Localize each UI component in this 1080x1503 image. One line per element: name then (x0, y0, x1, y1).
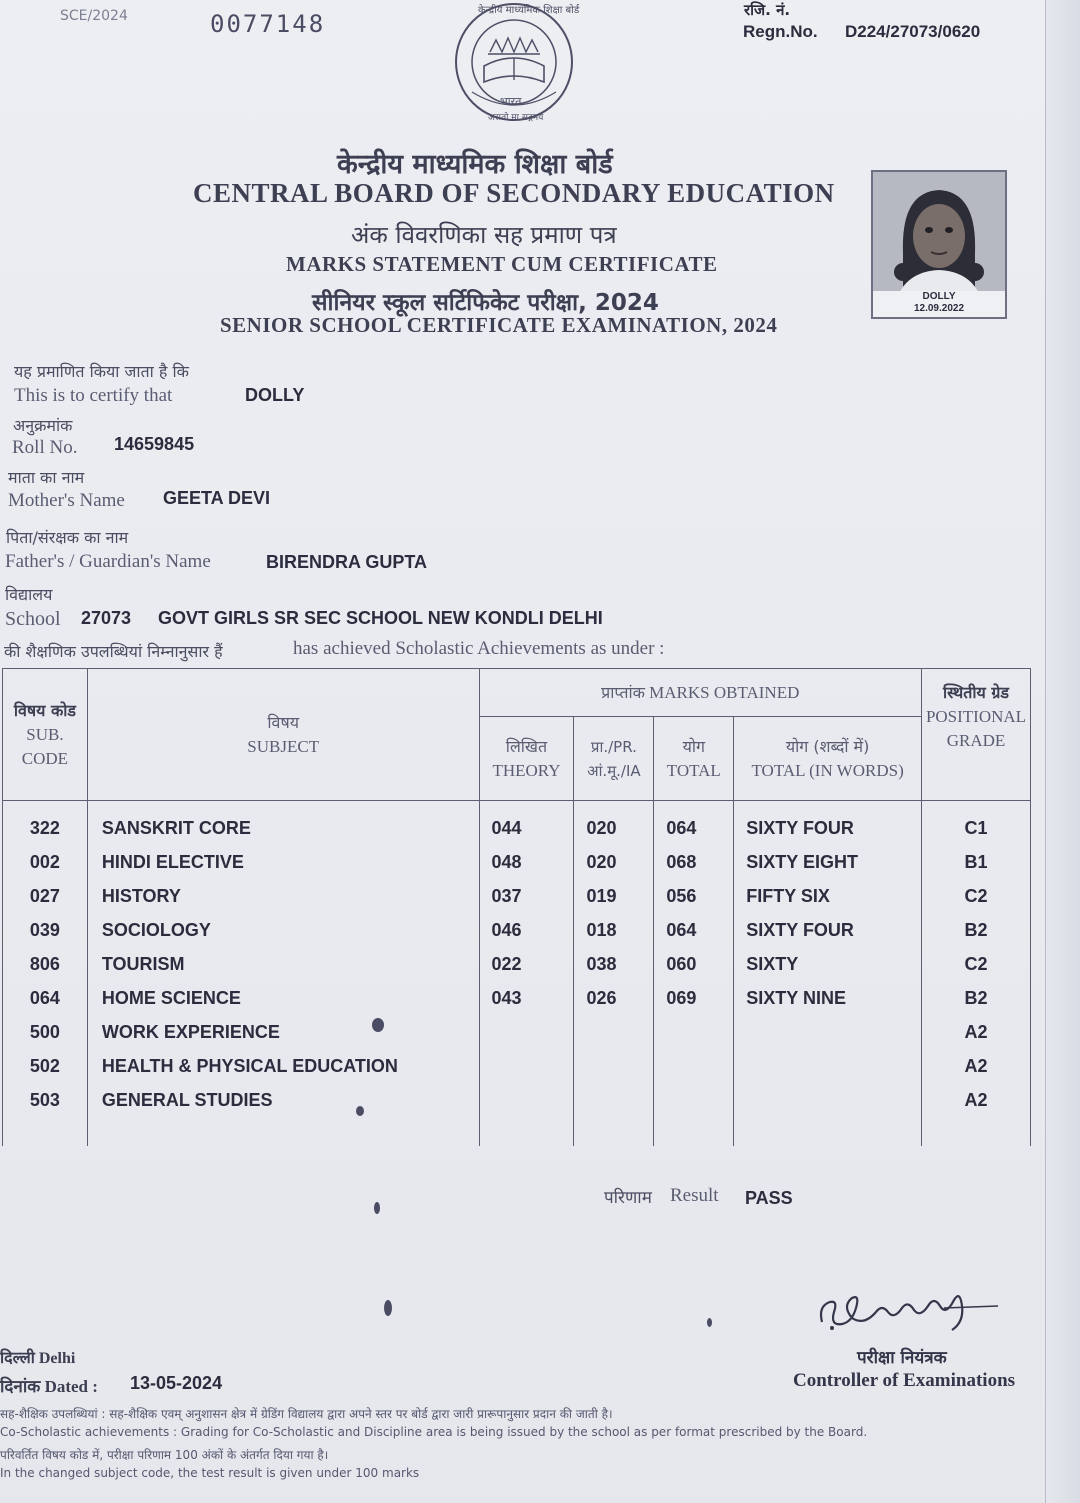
roll-number: 14659845 (114, 434, 195, 454)
theory-marks: 037 (491, 886, 522, 906)
sub-code: 322 (29, 818, 60, 838)
total-marks: 068 (666, 852, 697, 872)
signature-scribble-icon (812, 1282, 1002, 1342)
positional-grade: A2 (964, 1090, 988, 1110)
exam-title: SENIOR SCHOOL CERTIFICATE EXAMINATION, 2024 (220, 313, 778, 337)
positional-grade: B1 (964, 852, 988, 872)
header-subject: विषय SUBJECT (87, 669, 479, 801)
certify-label: This is to certify that (14, 385, 173, 406)
subject-name: SANSKRIT CORE (101, 818, 251, 838)
issue-date: 13-05-2024 (130, 1373, 223, 1393)
corner-code: SCE/2024 (60, 8, 128, 24)
cbse-emblem (444, 0, 584, 128)
sub-code: 500 (29, 1022, 60, 1042)
father-name: BIRENDRA GUPTA (266, 552, 427, 572)
result-label-hindi: परिणाम (604, 1188, 652, 1208)
practical-marks: 018 (586, 920, 617, 940)
sub-code: 002 (29, 852, 60, 872)
subject-name: TOURISM (101, 954, 185, 974)
controller-label: Controller of Examinations (793, 1370, 1016, 1391)
theory-marks: 046 (491, 920, 522, 940)
emblem-motto: असतो मा सद्गमय (488, 113, 544, 123)
subject-name: HEALTH & PHYSICAL EDUCATION (101, 1056, 398, 1076)
positional-grade: A2 (964, 1056, 988, 1076)
dated-label: Dated : (44, 1377, 98, 1396)
sub-code: 064 (29, 988, 60, 1008)
col-total-words (734, 801, 922, 1147)
achievements-label-hindi: की शैक्षणिक उपलब्धियां निम्नानुसार हैं (4, 642, 223, 661)
header-theory: लिखित THEORY (479, 717, 574, 801)
sub-code: 503 (29, 1090, 60, 1110)
candidate-photo (871, 170, 1007, 319)
mother-label-hindi: माता का नाम (8, 468, 85, 487)
practical-marks: 038 (586, 954, 617, 974)
doc-title-hindi: अंक विवरणिका सह प्रमाण पत्र (351, 221, 617, 249)
header-practical: प्रा./PR. आं.मू./IA (574, 717, 654, 801)
result-value: PASS (745, 1188, 793, 1208)
total-marks: 069 (666, 988, 697, 1008)
achievements-label: has achieved Scholastic Achievements as under : (293, 638, 665, 659)
col-grade (922, 801, 1031, 1147)
practical-marks: 020 (586, 852, 617, 872)
header-total: योग TOTAL (654, 717, 734, 801)
dated (0, 1374, 98, 1397)
total-marks: 064 (666, 818, 697, 838)
footnote-co-scholastic-hindi: सह-शैक्षिक उपलब्धियां : सह-शैक्षिक एवम् अनुशासन क्षेत्र में ग्रेडिंग विद्यालय द्वारा अपने स्तर पर बोर्ड द्वारा जारी प्रारूपानुसार प्रदान की जाती है। (0, 1407, 613, 1421)
board-name: CENTRAL BOARD OF SECONDARY EDUCATION (193, 178, 835, 208)
ink-speck (374, 1202, 380, 1214)
footnote-changed-code-hindi: परिवर्तित विषय कोड में, परीक्षा परिणाम 100 अंकों के अंतर्गत दिया गया है। (0, 1448, 329, 1462)
school-code: 27073 (81, 608, 132, 628)
positional-grade: A2 (964, 1022, 988, 1042)
ink-speck (372, 1018, 384, 1032)
serial-number: 0077148 (210, 10, 326, 38)
practical-marks: 026 (586, 988, 617, 1008)
doc-title: MARKS STATEMENT CUM CERTIFICATE (286, 252, 718, 276)
subject-name: GENERAL STUDIES (101, 1090, 273, 1110)
header-marks-obtained: प्राप्तांक MARKS OBTAINED (479, 669, 921, 717)
subject-name: HOME SCIENCE (101, 988, 241, 1008)
sub-code: 039 (29, 920, 60, 940)
roll-label-hindi: अनुक्रमांक (13, 416, 73, 435)
theory-marks: 043 (491, 988, 522, 1008)
positional-grade: B2 (964, 988, 988, 1008)
subject-name: WORK EXPERIENCE (101, 1022, 280, 1042)
total-in-words: SIXTY FOUR (746, 920, 854, 940)
emblem-country: भारत (500, 95, 522, 108)
candidate-name: DOLLY (245, 385, 305, 405)
subject-name: HINDI ELECTIVE (101, 852, 244, 872)
total-marks: 056 (666, 886, 697, 906)
subject-name: HISTORY (101, 886, 181, 906)
board-name-hindi: केन्द्रीय माध्यमिक शिक्षा बोर्ड (337, 149, 613, 180)
school-name: GOVT GIRLS SR SEC SCHOOL NEW KONDLI DELHI (158, 608, 603, 628)
sub-code: 502 (29, 1056, 60, 1076)
header-grade: स्थितीय ग्रेड POSITIONAL GRADE (922, 669, 1031, 801)
marks-table (2, 668, 1031, 1146)
total-in-words: SIXTY (746, 954, 799, 974)
result-label: Result (670, 1185, 719, 1206)
photo-caption (873, 291, 1005, 317)
col-total (654, 801, 734, 1147)
mother-label: Mother's Name (8, 490, 125, 511)
place (0, 1346, 75, 1368)
sub-code: 027 (29, 886, 60, 906)
footnote-changed-code: In the changed subject code, the test result is given under 100 marks (0, 1466, 420, 1480)
total-marks: 064 (666, 920, 697, 940)
regn-number: D224/27073/0620 (845, 22, 981, 41)
positional-grade: C2 (964, 954, 988, 974)
practical-marks: 020 (586, 818, 617, 838)
certify-label-hindi: यह प्रमाणित किया जाता है कि (14, 362, 189, 381)
place-label-hindi: दिल्ली (0, 1348, 35, 1367)
dated-label-hindi: दिनांक (0, 1377, 41, 1397)
controller-label-hindi: परीक्षा नियंत्रक (857, 1348, 947, 1368)
page-edge (1045, 0, 1080, 1503)
total-in-words: SIXTY FOUR (746, 818, 854, 838)
col-practical (574, 801, 654, 1147)
father-label: Father's / Guardian's Name (5, 551, 211, 572)
regn-label-en: Regn.No. (743, 22, 818, 41)
photo-name: DOLLY (922, 291, 956, 302)
father-label-hindi: पिता/संरक्षक का नाम (6, 528, 129, 547)
positional-grade: B2 (964, 920, 988, 940)
col-theory (479, 801, 574, 1147)
total-in-words: SIXTY EIGHT (746, 852, 858, 872)
place-label: Delhi (38, 1350, 76, 1367)
roll-label: Roll No. (12, 437, 78, 458)
positional-grade: C1 (964, 818, 988, 838)
positional-grade: C2 (964, 886, 988, 906)
ink-speck (356, 1106, 364, 1116)
total-marks: 060 (666, 954, 697, 974)
regn-label-hi: रजि. नं. (744, 1, 791, 19)
practical-marks: 019 (586, 886, 617, 906)
controller-signature (812, 1282, 1002, 1342)
subject-name: SOCIOLOGY (101, 920, 211, 940)
header-total-words: योग (शब्दों में) TOTAL (IN WORDS) (734, 717, 922, 801)
sub-code: 806 (29, 954, 60, 974)
photo-date: 12.09.2022 (913, 303, 965, 314)
total-in-words: SIXTY NINE (746, 988, 846, 1008)
ink-speck (707, 1318, 712, 1327)
header-sub-code: विषय कोड SUB. CODE (3, 669, 88, 801)
ink-speck (384, 1300, 392, 1316)
mother-name: GEETA DEVI (163, 488, 271, 508)
school-label: School (5, 608, 61, 630)
col-subjects (87, 801, 479, 1147)
total-in-words: FIFTY SIX (746, 886, 830, 906)
theory-marks: 022 (491, 954, 522, 974)
theory-marks: 044 (491, 818, 522, 838)
col-codes (3, 801, 88, 1147)
school-label-hindi: विद्यालय (5, 585, 53, 604)
emblem-ring-text: केन्द्रीय माध्यमिक शिक्षा बोर्ड (478, 5, 580, 16)
exam-title-hindi: सीनियर स्कूल सर्टिफिकेट परीक्षा, 2024 (312, 290, 659, 316)
theory-marks: 048 (491, 852, 522, 872)
footnote-co-scholastic: Co-Scholastic achievements : Grading for Co-Scholastic and Discipline area is being issued by the school as per format prescribed by the Board. (0, 1425, 868, 1439)
